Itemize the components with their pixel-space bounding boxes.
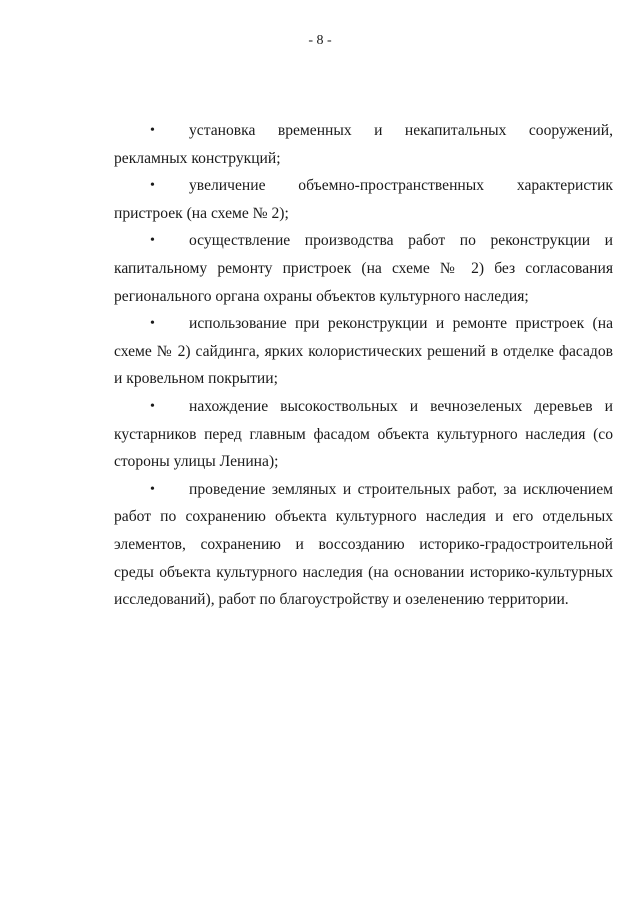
- page-number: - 8 -: [308, 33, 332, 48]
- list-item-text: увеличение объемно-пространственных характеристик пристроек (на схеме № 2);: [114, 177, 613, 222]
- list-item: [114, 310, 613, 393]
- list-item: [114, 393, 613, 476]
- bullet-icon: •: [150, 123, 155, 138]
- list-item-text: установка временных и некапитальных сооружений, рекламных конструкций;: [114, 122, 613, 167]
- bullet-icon: •: [150, 316, 155, 332]
- list-item-text: использование при реконструкции и ремонте пристроек (на схеме № 2) сайдинга, ярких колористических решений в отделке фасадов и кровельном покрытии;: [114, 315, 613, 388]
- list-item: [114, 227, 613, 310]
- list-item: [114, 117, 613, 172]
- list-item-text: нахождение высокоствольных и вечнозеленых деревьев и кустарников перед главным фасадом объекта культурного наследия (со стороны улицы Ленина);: [114, 397, 613, 471]
- restrictions-list: [114, 117, 613, 614]
- list-item: [114, 476, 613, 614]
- bullet-icon: •: [150, 178, 155, 194]
- list-item: [114, 172, 613, 227]
- list-item-text: проведение земляных и строительных работ, за исключением работ по сохранению объекта культурного наследия и его отдельных элементов, сохранению и воссозданию историко-градостроительной среды объекта культурного наследия (на основании историко-культурных исследований), работ по благоустройству и озеленению территории.: [114, 480, 613, 609]
- bullet-icon: •: [150, 481, 155, 497]
- list-item-text: осуществление производства работ по реконструкции и капитальному ремонту пристроек (на схеме № 2) без согласования регионального органа охраны объектов культурного наследия;: [114, 232, 613, 305]
- bullet-icon: •: [150, 398, 155, 414]
- bullet-icon: •: [150, 233, 155, 249]
